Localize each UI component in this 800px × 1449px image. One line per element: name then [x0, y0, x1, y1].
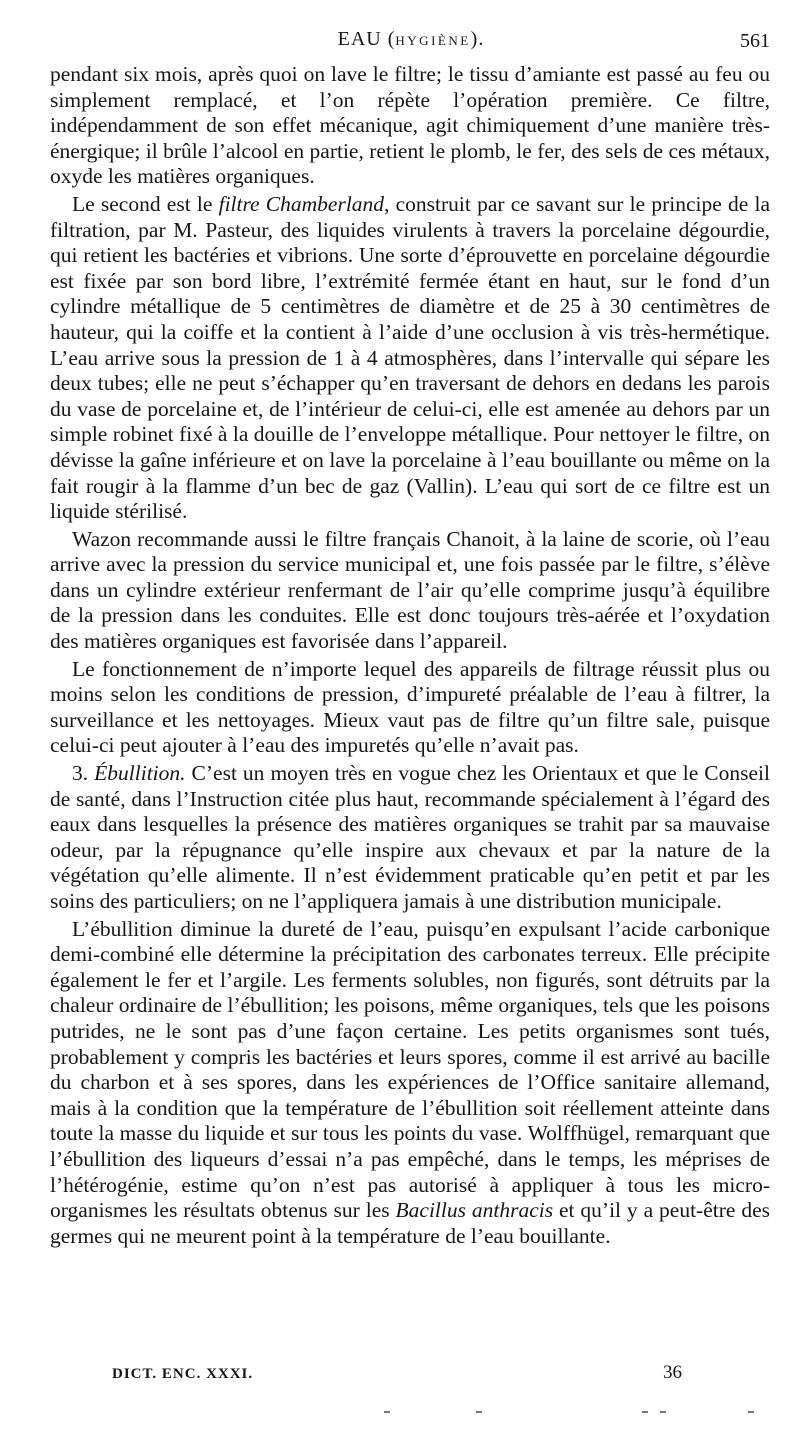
text-run: Wazon recommande aussi le filtre français Chanoit, à la laine de scorie, où l’eau arrive avec la pression du service municipal et, une fois passée par le filtre, s’élève dans un cylindre extérieur renfermant de l’air qu’elle comprime jusqu’à équilibre de la pression dans les conduites. Elle est donc toujours très-aérée et l’oxydation des matières organiques est favorisée dans l’appareil.: [50, 526, 770, 654]
text-run: C’est un moyen très en vogue chez les Orientaux et que le Conseil de santé, dans l’Instruction citée plus haut, recommande spécialement à l’égard des eaux dans lesquelles la présence des matières organiques se trahit par sa mauvaise odeur, par la répugnance qu’elle inspire aux chevaux et par la nature de la végétation qu’elle alimente. Il n’est évidemment praticable qu’en petit et par les soins des particuliers; on ne l’appliquera jamais à une distribution municipale.: [50, 761, 770, 913]
running-title-end: ).: [470, 28, 485, 50]
text-run: L’ébullition diminue la dureté de l’eau, puisqu’en expulsant l’acide carbonique demi-combiné elle détermine la précipitation des carbonates terreux. Elle précipite également le fer et l’argile. Les ferments solubles, non figurés, sont détruits par la chaleur ordinaire de l’ébullition; les poisons, même organiques, tels que les poisons putrides, ne le sont pas d’une façon certaine. Les petits organismes sont tués, probablement y compris les bactéries et leurs spores, comme il est arrivé au bacille du charbon et à ses spores, dans les expériences de l’Office sanitaire allemand, mais à la condition que la température de l’ébullition soit réellement atteinte dans toute la masse du liquide et sur tous les points du vase. Wolffhügel, remarquant que l’ébullition des liqueurs d’essai n’a pas empêché, dans le temps, les méprises de l’hétérogénie, estime qu’on n’est pas autorisé à appliquer à tous les micro-organismes les résultats obtenus sur les: [50, 916, 770, 1223]
paragraph: [50, 527, 770, 655]
running-title-subject: HYGIÈNE: [395, 33, 471, 48]
running-head: [52, 28, 770, 58]
sheet-number: 36: [663, 1362, 682, 1383]
text-run: pendant six mois, après quoi on lave le filtre; le tissu d’amiante est passé au feu ou simplement remplacé, et l’on répète l’opération première. Ce filtre, indépendamment de son effet mécanique, agit chimiquement d’une manière très-énergique; il brûle l’alcool en partie, retient le plomb, le fer, des sels de ces métaux, oxyde les matières organiques.: [50, 62, 770, 189]
page-footer: [112, 1360, 682, 1390]
paragraph: [50, 657, 770, 759]
italic-term: Bacillus anthracis: [395, 1198, 554, 1223]
running-title: [52, 28, 770, 51]
running-title-main: EAU (: [337, 28, 396, 50]
text-run: et qu’il y a peut-être des germes qui ne meurent point à la température de l’eau bouillante.: [50, 1198, 770, 1248]
paragraph: [50, 917, 770, 1250]
paragraph: [50, 192, 770, 525]
text-run: 3.: [72, 761, 95, 786]
scan-artifacts: [380, 1406, 760, 1418]
page-number: 561: [740, 30, 770, 52]
paragraph: [50, 62, 770, 190]
text-run: Le second est le: [72, 191, 219, 216]
italic-term: filtre Chamberland: [218, 191, 385, 216]
text-run: Le fonctionnement de n’importe lequel des appareils de filtrage réussit plus ou moins selon les conditions de pression, d’impureté préalable de l’eau à filtrer, la surveillance et les nettoyages. Mieux vaut pas de filtre qu’un filtre sale, puisque celui-ci peut ajouter à l’eau des impuretés qu’elle n’avait pas.: [50, 656, 770, 758]
text-run: , construit par ce savant sur le principe de la filtration, par M. Pasteur, des liquides virulents à travers la porcelaine dégourdie, qui retient les bactéries et vibrions. Une sorte d’éprouvette en porcelaine dégourdie est fixée par son bord libre, l’extrémité fermée étant en haut, sur le fond d’un cylindre métallique de 5 centimètres de diamètre et de 25 à 30 centimètres de hauteur, qui la coiffe et la contient à l’aide d’une occlusion à vis très-hermétique. L’eau arrive sous la pression de 1 à 4 atmosphères, dans l’intervalle qui sépare les deux tubes; elle ne peut s’échapper qu’en traversant de dehors en dedans les parois du vase de porcelaine et, de l’intérieur de celui-ci, elle est amenée au dehors par un simple robinet fixé à la douille de l’enveloppe métallique. Pour nettoyer le filtre, on dévisse la gaîne inférieure et on lave la porcelaine à l’eau bouillante ou même on la fait rougir à la flamme d’un bec de gaz (Vallin). L’eau qui sort de ce filtre est un liquide stérilisé.: [50, 191, 771, 524]
paragraph: [50, 761, 770, 915]
italic-term: Ébullition.: [94, 761, 186, 786]
body-text: [50, 62, 770, 1249]
signature-mark: DICT. ENC. XXXI.: [112, 1366, 254, 1382]
